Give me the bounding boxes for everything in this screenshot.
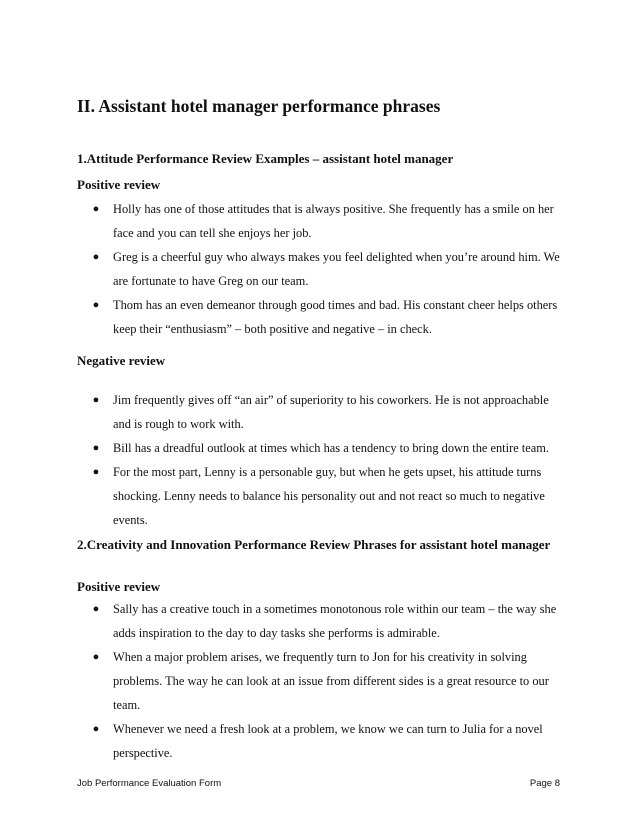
list-item (0, 645, 563, 717)
creativity-positive-list (0, 597, 638, 765)
list-item-text: Thom has an even demeanor through good times and bad. His constant cheer helps others keep their “enthusiasm” – both positive and negative – in check. (113, 298, 558, 336)
list-item (0, 436, 563, 460)
bullet-icon: ● (92, 723, 100, 735)
bullet-icon: ● (92, 466, 100, 478)
list-item (0, 717, 563, 765)
list-item (0, 460, 563, 532)
list-item-text: Bill has a dreadful outlook at times which has a tendency to bring down the entire team. (113, 441, 549, 455)
page-title: II. Assistant hotel manager performance phrases (77, 96, 441, 116)
bullet-icon: ● (92, 203, 100, 215)
positive-review-label: Positive review (77, 177, 161, 192)
list-item (0, 597, 563, 645)
attitude-negative-list (0, 388, 638, 532)
attitude-positive-list (0, 197, 638, 341)
bullet-icon: ● (92, 442, 100, 454)
negative-review-label: Negative review (77, 353, 166, 368)
list-item-text: Sally has a creative touch in a sometimes monotonous role within our team – the way she adds inspiration to the day to day tasks she performs is admirable. (113, 602, 557, 640)
list-item-text: Jim frequently gives off “an air” of superiority to his coworkers. He is not approachable and is rough to work with. (113, 393, 549, 431)
bullet-icon: ● (92, 603, 100, 615)
section-heading-creativity: 2.Creativity and Innovation Performance Review Phrases for assistant hotel manager (77, 537, 551, 552)
list-item-text: Holly has one of those attitudes that is always positive. She frequently has a smile on her face and you can tell she enjoys her job. (113, 202, 554, 240)
bullet-icon: ● (92, 299, 100, 311)
bullet-icon: ● (92, 651, 100, 663)
list-item-text: For the most part, Lenny is a personable guy, but when he gets upset, his attitude turns shocking. Lenny needs to balance his personality out and not react so much to negative events. (113, 465, 545, 527)
list-item-text: When a major problem arises, we frequently turn to Jon for his creativity in solving problems. The way he can look at an issue from different sides is a great resource to our team. (113, 650, 549, 712)
list-item (0, 245, 563, 293)
positive-review-label: Positive review (77, 579, 161, 594)
list-item (0, 293, 563, 341)
bullet-icon: ● (92, 394, 100, 406)
list-item-text: Greg is a cheerful guy who always makes you feel delighted when you’re around him. We are fortunate to have Greg on our team. (113, 250, 560, 288)
bullet-icon: ● (92, 251, 100, 263)
list-item-text: Whenever we need a fresh look at a problem, we know we can turn to Julia for a novel perspective. (113, 722, 543, 760)
list-item (0, 388, 563, 436)
list-item (0, 197, 563, 245)
section-heading-attitude: 1.Attitude Performance Review Examples – assistant hotel manager (77, 151, 454, 166)
footer-page-number: Page 8 (529, 778, 560, 789)
footer-form-name: Job Performance Evaluation Form (77, 778, 222, 789)
